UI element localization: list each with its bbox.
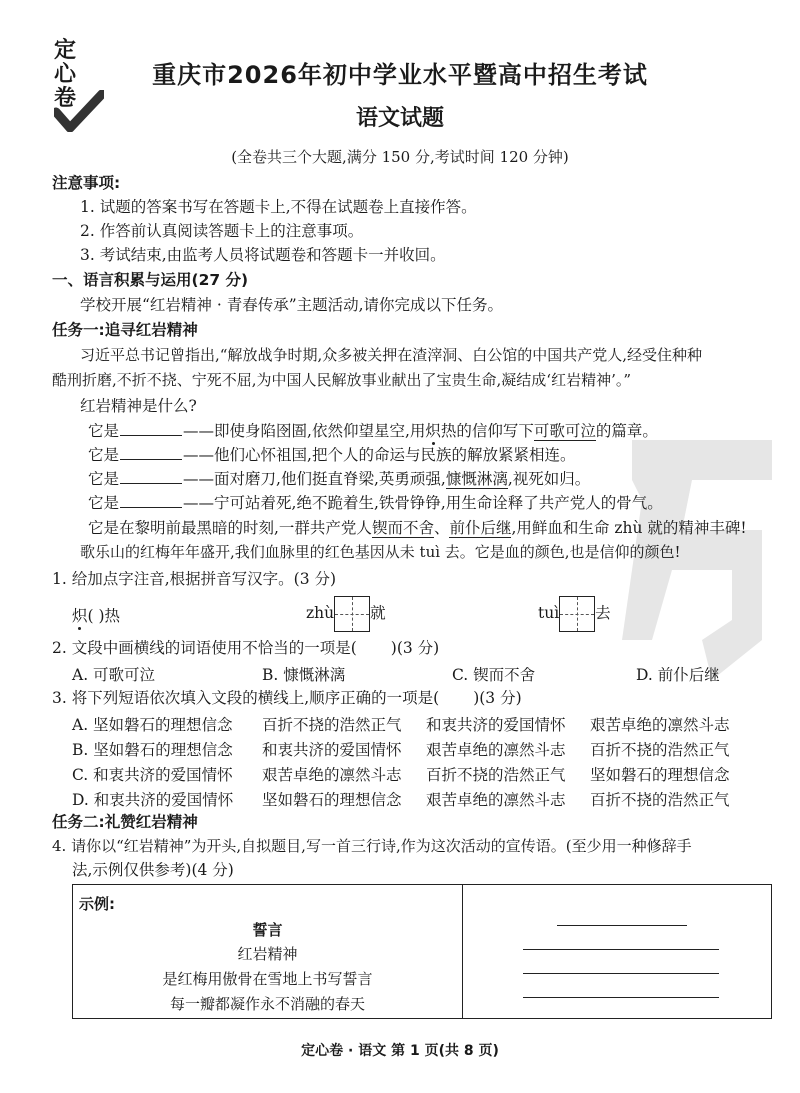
paragraph-line-6: 歌乐山的红梅年年盛开,我们血脉里的红色基因从未 tuì 去。它是血的颜色,也是信仰的颜色! [80,543,681,561]
q3-phrase: 艰苦卓绝的凛然斗志 [262,766,402,784]
box-divider [462,885,463,1018]
pinyin-label: zhù [306,604,335,622]
q3-option-d[interactable]: D. 和衷共济的爱国情怀 [72,791,234,809]
poem-line-1: 红岩精神 [237,945,298,963]
fill-line-lead: 它是 [88,470,120,488]
q3-stem-text: 3. 将下列短语依次填入文段的横线上,顺序正确的一项是( [52,689,440,707]
quote-line-2: 酷刑折磨,不折不挠、宁死不屈,为中国人民解放事业献出了宝贵生命,凝结成‘红岩精神’。” [52,371,632,389]
q1-item-c [538,596,611,632]
question-text: 红岩精神是什么? [80,397,197,415]
q2-stem [52,638,439,658]
q2-option-d[interactable]: D. 前仆后继 [636,666,720,684]
q4-stem-line-1: 4. 请你以“红岩精神”为开头,自拟题目,写一首三行诗,作为这次活动的宣传语。(至少用一种修辞手 [52,837,692,855]
q2-option-b[interactable]: B. 慷慨淋漓 [262,666,346,684]
poem-line-3: 每一瓣都凝作永不消融的春天 [169,995,365,1013]
q3-phrase: 和衷共济的爱国情怀 [426,716,566,734]
paragraph-text: 它是在黎明前最黑暗的时刻,一群共产党人 [88,519,372,537]
fill-line-text: ——面对磨刀,他们挺直脊梁,英勇顽强, [183,470,446,488]
q3-phrase: 艰苦卓绝的凛然斗志 [590,716,730,734]
poem-title: 誓言 [252,921,283,939]
task2-heading: 任务二:礼赞红岩精神 [52,813,198,831]
paragraph-line-5 [88,518,747,538]
fill-line-text: ,视死如归。 [507,470,591,488]
q3-phrase: 坚如磐石的理想信念 [590,766,730,784]
writing-line[interactable] [523,997,719,998]
q2-stem-text: 2. 文段中画横线的词语使用不恰当的一项是( [52,639,357,657]
answer-blank[interactable] [120,421,182,436]
fill-line-lead: 它是 [88,422,120,440]
poem-line-2: 是红梅用傲骨在雪地上书写誓言 [162,970,373,988]
fill-line-lead: 它是 [88,446,120,464]
answer-blank[interactable] [120,493,182,508]
q3-phrase: 和衷共济的爱国情怀 [262,741,402,759]
q1-item-b [306,596,386,632]
exam-title: 重庆市2026年初中学业水平暨高中招生考试 [152,61,648,89]
paragraph-text: 、 [433,519,450,537]
underlined-phrase: 前仆后继 [449,519,512,537]
section-heading: 一、语言积累与运用(27 分) [52,271,249,289]
fill-line-text: 热的信仰写下 [440,422,534,440]
q1-item-text: 热 [104,607,121,625]
notice-item-1: 1. 试题的答案书写在答题卡上,不得在试题卷上直接作答。 [80,198,477,216]
q1-item-a [72,604,120,626]
q3-phrase: 百折不挠的浩然正气 [262,716,402,734]
logo-char-3: 卷 [54,86,77,111]
q1-item-text: 去 [595,604,611,622]
fill-line-text: ——他们心怀祖国,把个人的命运与民族的解放紧紧相连。 [183,446,576,464]
writing-line-title[interactable] [557,925,687,926]
underlined-phrase: 锲而不舍 [371,519,434,537]
notice-item-2: 2. 作答前认真阅读答题卡上的注意事项。 [80,222,364,240]
q3-stem [52,688,522,708]
logo-char-1: 定 [54,38,77,63]
example-label: 示例: [79,895,115,913]
quote-line-1: 习近平总书记曾指出,“解放战争时期,众多被关押在渣滓洞、白公馆的中国共产党人,经受住种种 [80,346,702,364]
q3-phrase: 坚如磐石的理想信念 [262,791,402,809]
q3-stem-end: )(3 分) [473,689,522,707]
answer-blank[interactable] [120,469,182,484]
q3-phrase: 艰苦卓绝的凛然斗志 [426,791,566,809]
q2-option-a[interactable]: A. 可歌可泣 [72,666,156,684]
fill-line-4 [88,493,663,513]
page-footer: 定心卷 · 语文 第 1 页(共 8 页) [301,1043,499,1059]
fill-line-1 [88,421,658,441]
exam-info: (全卷共三个大题,满分 150 分,考试时间 120 分钟) [231,148,569,166]
writing-line[interactable] [523,973,719,974]
q3-phrase: 百折不挠的浩然正气 [426,766,566,784]
q2-stem-end: )(3 分) [390,639,440,657]
q4-stem-line-2: 法,示例仅供参考)(4 分) [72,861,234,879]
section-intro: 学校开展“红岩精神 · 青春传承”主题活动,请你完成以下任务。 [80,296,504,314]
logo-char-2: 心 [54,62,77,87]
fill-line-text: ——宁可站着死,绝不跪着生,铁骨铮铮,用生命诠释了共产党人的骨气。 [183,494,663,512]
answer-blank[interactable] [120,445,182,460]
q3-phrase: 百折不挠的浩然正气 [590,791,730,809]
paragraph-text: ,用鲜血和生命 zhù 就的精神丰碑! [511,519,747,537]
exam-subtitle: 语文试题 [355,106,444,131]
writing-line[interactable] [523,949,719,950]
pinyin-label: tuì [538,604,560,622]
fill-line-text: 的篇章。 [595,422,658,440]
fill-line-lead: 它是 [88,494,120,512]
underlined-phrase: 慷慨淋漓 [445,470,508,488]
writing-grid[interactable] [334,596,370,632]
fill-line-3 [88,469,590,489]
answer-paren[interactable]: ( ) [87,607,105,625]
q3-option-c[interactable]: C. 和衷共济的爱国情怀 [72,766,233,784]
q1-stem: 1. 给加点字注音,根据拼音写汉字。(3 分) [52,570,337,588]
fill-line-text: ——即使身陷囹圄,依然仰望星空,用 [183,422,426,440]
notice-heading: 注意事项: [52,174,121,192]
q3-phrase: 百折不挠的浩然正气 [590,741,730,759]
q2-option-c[interactable]: C. 锲而不舍 [452,666,536,684]
q3-option-b[interactable]: B. 坚如磐石的理想信念 [72,741,233,759]
task1-heading: 任务一:追寻红岩精神 [52,321,198,339]
example-box [72,884,772,1019]
underlined-phrase: 可歌可泣 [533,422,596,440]
q3-option-a[interactable]: A. 坚如磐石的理想信念 [72,716,233,734]
fill-line-2 [88,445,575,465]
notice-item-3: 3. 考试结束,由监考人员将试题卷和答题卡一并收回。 [80,246,446,264]
q1-item-text: 就 [370,604,386,622]
q3-phrase: 艰苦卓绝的凛然斗志 [426,741,566,759]
dotted-char: 炽 [425,422,441,440]
writing-grid[interactable] [559,596,595,632]
dotted-char: 炽 [72,607,88,625]
